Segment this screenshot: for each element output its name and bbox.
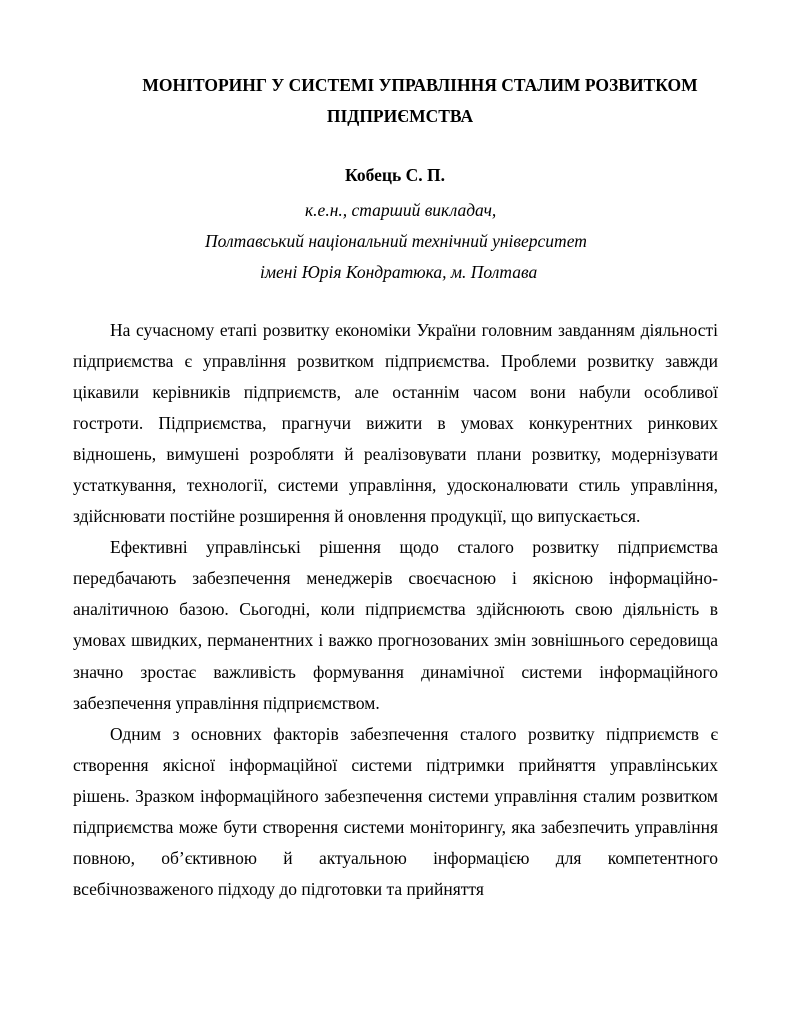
- paper-title-line-1: МОНІТОРИНГ У СИСТЕМІ УПРАВЛІННЯ СТАЛИМ РОЗВИТКОМ: [142, 75, 698, 95]
- body-text: [73, 315, 718, 905]
- paper-title-line-2: ПІДПРИЄМСТВА: [326, 106, 474, 126]
- author-name: Кобець С. П.: [345, 165, 445, 185]
- author-position: к.е.н., старший викладач,: [305, 200, 497, 220]
- author-institution-line-1: Полтавський національний технічний університет: [205, 231, 587, 251]
- paragraph-2: Ефективні управлінські рішення щодо сталого розвитку підприємства передбачають забезпечення менеджерів своєчасною і якісною інформаційно-аналітичною базою. Сьогодні, коли підприємства здійснюють свою діяльність в умовах швидких, перманентних і важко прогнозованих змін зовнішнього середовища значно зростає важливість формування динамічної системи інформаційного забезпечення управління підприємством.: [73, 537, 718, 713]
- paragraph-1: На сучасному етапі розвитку економіки України головним завданням діяльності підприємства є управління розвитком підприємства. Проблеми розвитку завжди цікавили керівників підприємств, але останнім часом вони набули особливої гостроти. Підприємства, прагнучи вижити в умовах конкурентних ринкових відношень, вимушені розробляти й реалізовувати плани розвитку, модернізувати устаткування, технології, системи управління, удосконалювати стиль управління, здійснювати постійне розширення й оновлення продукції, що випускається.: [73, 320, 718, 527]
- paragraph-3: Одним з основних факторів забезпечення сталого розвитку підприємств є створення якісної інформаційної системи підтримки прийняття управлінських рішень. Зразком інформаційного забезпечення системи управління сталим розвитком підприємства може бути створення системи моніторингу, яка забезпечить управління повною, об’єктивною й актуальною інформацією для компетентного всебічнозваженого підходу до підготовки та прийняття: [73, 723, 718, 899]
- author-institution-line-2: імені Юрія Кондратюка, м. Полтава: [260, 262, 538, 282]
